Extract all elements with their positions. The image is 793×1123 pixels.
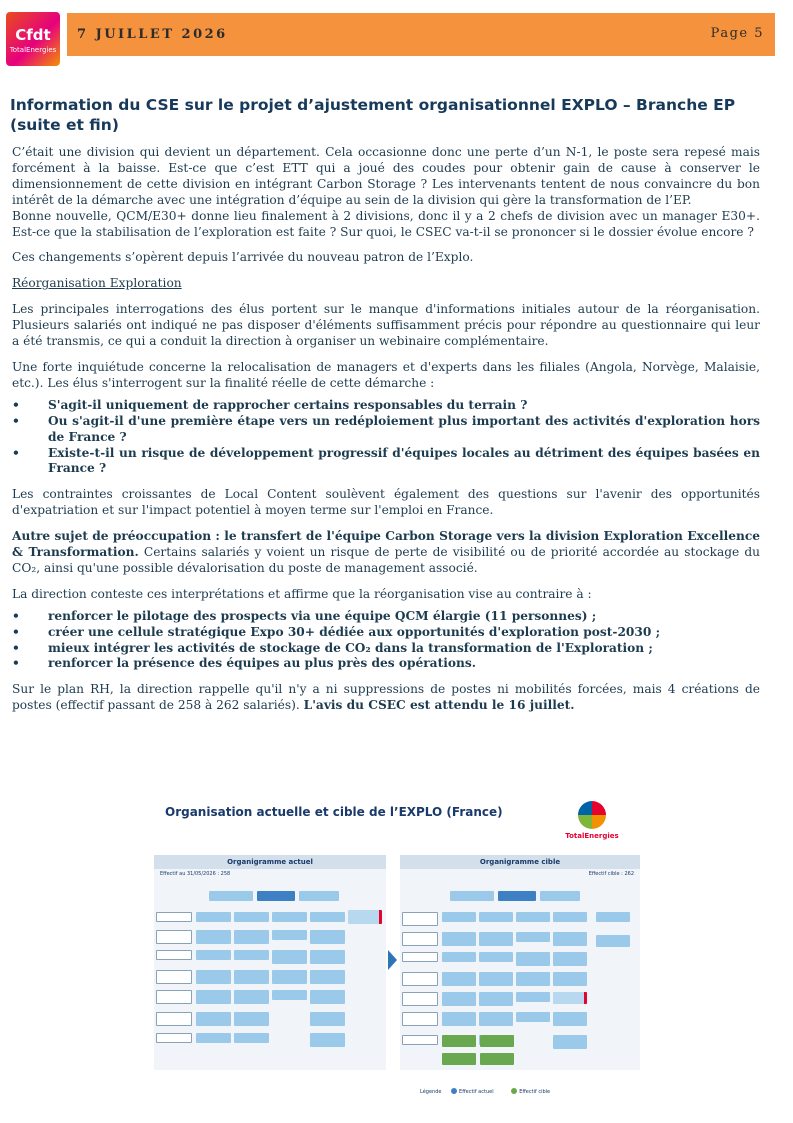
org-box xyxy=(196,912,231,922)
current-org-panel xyxy=(154,855,386,1070)
org-box xyxy=(596,912,630,922)
org-box xyxy=(156,912,192,922)
paragraph-7 xyxy=(12,529,760,577)
org-box xyxy=(442,952,476,962)
org-box xyxy=(553,932,587,946)
org-box xyxy=(516,932,550,942)
paragraph-9-text: Sur le plan RH, la direction rappelle qu'il n'y a ni suppressions de postes ni mobilités forcées, mais 4 créations de postes (effectif passant de 258 à 262 salariés). xyxy=(12,682,760,713)
target-org-headcount: Effectif cible : 262 xyxy=(588,871,634,877)
org-box xyxy=(402,952,438,962)
org-box xyxy=(553,952,587,966)
target-org-heading: Organigramme cible xyxy=(400,855,640,869)
org-box xyxy=(196,990,231,1004)
paragraph-8: La direction conteste ces interprétations et affirme que la réorganisation vise au contraire à : xyxy=(12,586,592,601)
paragraph-4: Les principales interrogations des élus portent sur le manque d'informations initiales autour de la réorganisation. Plusieurs salariés ont indiqué ne pas disposer d'éléments suffisamment précis pour répondre au questionnaire qui leur a été transmis, ce qui a conduit la direction à organiser un webinaire complémentaire. xyxy=(12,302,760,349)
header-banner xyxy=(67,13,775,56)
list-item: • renforcer la présence des équipes au plus près des opérations. xyxy=(12,656,760,672)
org-box xyxy=(442,912,476,922)
org-box xyxy=(442,992,476,1006)
org-box xyxy=(480,1053,514,1065)
org-box xyxy=(234,1033,269,1043)
org-box xyxy=(234,930,269,944)
org-box xyxy=(156,970,192,984)
section-subheading: Réorganisation Exploration xyxy=(12,276,182,291)
org-box xyxy=(498,891,536,901)
paragraph-6: Les contraintes croissantes de Local Content soulèvent également des questions sur l'avenir des opportunités d'expatriation et sur l'impact potentiel à moyen terme sur l'emploi en France. xyxy=(12,487,760,518)
list-item: • renforcer le pilotage des prospects via une équipe QCM élargie (11 personnes) ; xyxy=(12,609,760,625)
org-box xyxy=(209,891,253,901)
org-box xyxy=(310,1033,345,1047)
org-box xyxy=(310,930,345,944)
org-box xyxy=(442,972,476,986)
org-box xyxy=(402,1035,438,1045)
list-item: • Existe-t-il un risque de développement progressif d'équipes locales au détriment des équipes basées en France ? xyxy=(12,446,760,478)
org-box xyxy=(442,1053,476,1065)
org-box xyxy=(450,891,494,901)
figure-title: Organisation actuelle et cible de l’EXPLO (France) xyxy=(165,805,503,819)
org-box xyxy=(272,970,307,984)
org-box xyxy=(196,930,231,944)
org-box xyxy=(480,1035,514,1047)
paragraph-3: Ces changements s’opèrent depuis l’arrivée du nouveau patron de l’Explo. xyxy=(12,250,474,265)
org-box xyxy=(310,1012,345,1026)
figure-legend xyxy=(420,1088,566,1095)
org-box xyxy=(516,972,550,986)
org-box xyxy=(402,932,438,946)
org-box xyxy=(479,972,513,986)
list-item: • mieux intégrer les activités de stockage de CO₂ dans la transformation de l'Exploration ; xyxy=(12,641,760,657)
paragraph-9 xyxy=(12,682,760,714)
paragraph-5: Une forte inquiétude concerne la relocalisation de managers et d'experts dans les filiales (Angola, Norvège, Malaisie, etc.). Les élus s'interrogent sur la finalité réelle de cette démarche : xyxy=(12,359,760,390)
org-box xyxy=(553,912,587,922)
current-org-heading: Organigramme actuel xyxy=(154,855,386,869)
brand-swoosh-icon xyxy=(578,801,606,829)
org-box xyxy=(234,950,269,960)
org-box xyxy=(442,932,476,946)
issue-date: 7 JUILLET 2026 xyxy=(77,27,228,42)
paragraph-7-bold: Autre sujet de préoccupation : le transfert de l'équipe Carbon Storage vers la division Exploration Excellence & Transformation. xyxy=(12,529,760,560)
list-item: • S'agit-il uniquement de rapprocher certains responsables du terrain ? xyxy=(12,398,760,414)
legend-current-text: Effectif actuel xyxy=(459,1088,494,1095)
concerns-list xyxy=(12,398,760,478)
legend-current xyxy=(451,1088,502,1095)
list-item: • créer une cellule stratégique Expo 30+ dédiée aux opportunités d'exploration post-2030 ; xyxy=(12,625,760,641)
org-chart-figure xyxy=(150,795,642,1115)
org-box xyxy=(516,952,550,966)
org-box xyxy=(310,990,345,1004)
current-org-headcount: Effectif au 31/05/2026 : 258 xyxy=(160,871,231,877)
org-box xyxy=(479,912,513,922)
article-title: Information du CSE sur le projet d’ajustement organisationnel EXPLO – Branche EP (suite et fin) xyxy=(10,96,736,134)
org-box xyxy=(540,891,580,901)
org-box xyxy=(234,970,269,984)
org-box xyxy=(553,972,587,986)
cfdt-logo xyxy=(6,12,60,66)
org-box xyxy=(310,970,345,984)
paragraph-2: Bonne nouvelle, QCM/E30+ donne lieu finalement à 2 divisions, donc il y a 2 chefs de division avec un manager E30+. Est-ce que la stabilisation de l’exploration est faite ? Sur quoi, le CSEC va-t-il se prononcer si le dossier évolue encore ? xyxy=(12,208,760,239)
logo-subtext: TotalEnergies xyxy=(9,46,57,54)
brand-name: TotalEnergies xyxy=(565,832,619,840)
org-box xyxy=(257,891,295,901)
org-box xyxy=(234,1012,269,1026)
org-box xyxy=(479,932,513,946)
org-box xyxy=(156,930,192,944)
legend-label: Légende xyxy=(420,1088,442,1095)
org-box xyxy=(234,912,269,922)
org-box xyxy=(196,1033,231,1043)
target-dot-icon xyxy=(511,1088,517,1094)
org-box xyxy=(272,990,307,1000)
paragraph-7-rest: Certains salariés y voient un risque de perte de visibilité ou de priorité accordée au stockage du CO₂, ainsi qu'une possible dévalorisation du poste de management associé. xyxy=(12,545,760,575)
org-box xyxy=(156,990,192,1004)
org-box xyxy=(272,912,307,922)
org-box xyxy=(402,992,438,1006)
org-box xyxy=(479,952,513,962)
org-box xyxy=(402,972,438,986)
target-org-panel xyxy=(400,855,640,1070)
goals-list xyxy=(12,609,760,673)
org-box xyxy=(442,1012,476,1026)
page-number: Page 5 xyxy=(710,26,764,41)
legend-target xyxy=(511,1088,558,1095)
org-box xyxy=(196,1012,231,1026)
org-box xyxy=(596,935,630,947)
org-box xyxy=(299,891,339,901)
org-box xyxy=(553,992,587,1004)
org-box xyxy=(402,1012,438,1026)
org-box xyxy=(479,1012,513,1026)
transition-arrow-icon xyxy=(388,950,397,970)
org-box xyxy=(402,912,438,926)
org-box xyxy=(272,950,307,964)
legend-target-text: Effectif cible xyxy=(519,1088,551,1095)
org-box xyxy=(196,970,231,984)
org-box xyxy=(156,1033,192,1043)
list-item: • Ou s'agit-il d'une première étape vers un redéploiement plus important des activités d'exploration hors de France ? xyxy=(12,414,760,446)
org-box xyxy=(516,992,550,1002)
org-box xyxy=(272,930,307,940)
article-body xyxy=(12,145,760,724)
org-box xyxy=(310,950,345,964)
org-box xyxy=(310,912,345,922)
current-dot-icon xyxy=(451,1088,457,1094)
totalenergies-logo xyxy=(564,801,620,845)
org-box xyxy=(516,912,550,922)
org-box xyxy=(348,910,382,924)
org-box xyxy=(196,950,231,960)
org-box xyxy=(516,1012,550,1022)
org-box xyxy=(156,1012,192,1026)
logo-text: Cfdt xyxy=(15,26,51,44)
org-box xyxy=(479,992,513,1006)
org-box xyxy=(442,1035,476,1047)
org-box xyxy=(553,1012,587,1026)
paragraph-1: C’était une division qui devient un département. Cela occasionne donc une perte d’un N-1, le poste sera repesé mais forcément à la baisse. Est-ce que c’est ETT qui a joué des coudes pour obtenir gain de cause à conserver le dimensionnement de cette division en intégrant Carbon Storage ? Les intervenants tentent de nous convaincre du bon intérêt de la démarche avec une intégration d’équipe au sein de la division qui gère la transformation de l’EP. xyxy=(12,145,760,207)
org-box xyxy=(156,950,192,960)
org-box xyxy=(234,990,269,1004)
org-box xyxy=(553,1035,587,1049)
paragraph-9-bold: L'avis du CSEC est attendu le 16 juillet. xyxy=(303,698,575,713)
